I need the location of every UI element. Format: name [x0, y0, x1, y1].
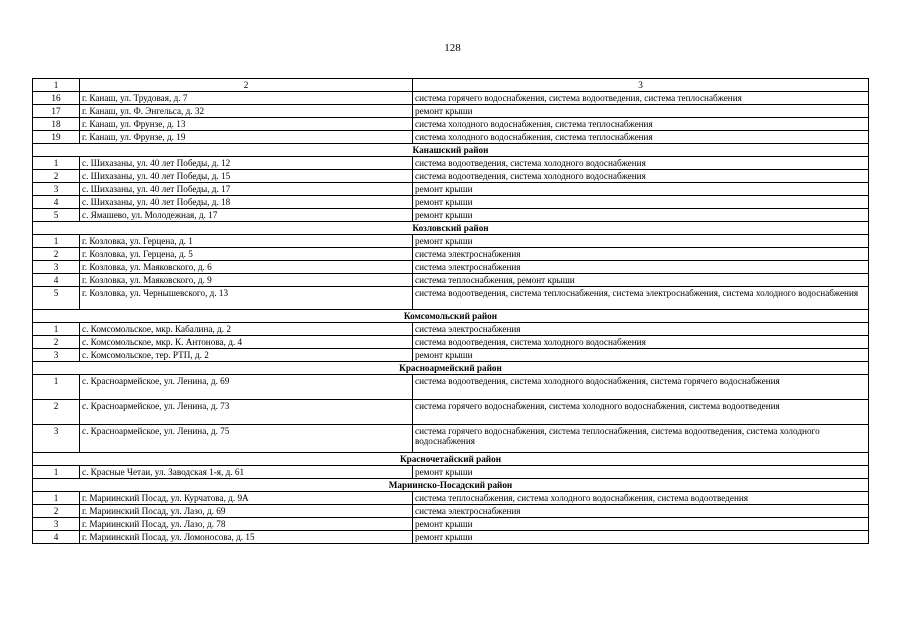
row-number: 3	[33, 518, 80, 531]
row-address: г. Мариинский Посад, ул. Лазо, д. 69	[80, 505, 413, 518]
row-number: 2	[33, 505, 80, 518]
row-works: система водоотведения, система холодного водоснабжения	[413, 336, 869, 349]
row-address: с. Комсомольское, тер. РТП, д. 2	[80, 349, 413, 362]
region-row	[33, 310, 869, 323]
row-works: система теплоснабжения, система холодного водоснабжения, система водоотведения	[413, 492, 869, 505]
table-body	[33, 92, 869, 544]
row-address: г. Козловка, ул. Герцена, д. 1	[80, 235, 413, 248]
table-row	[33, 170, 869, 183]
table-row	[33, 131, 869, 144]
row-address: г. Канаш, ул. Фрунзе, д. 13	[80, 118, 413, 131]
row-address: с. Комсомольское, мкр. Кабалина, д. 2	[80, 323, 413, 336]
row-number: 4	[33, 274, 80, 287]
region-heading: Канашский район	[33, 144, 869, 157]
row-works: ремонт крыши	[413, 518, 869, 531]
row-number: 2	[33, 400, 80, 425]
row-address: г. Козловка, ул. Маяковского, д. 9	[80, 274, 413, 287]
row-address: с. Шихазаны, ул. 40 лет Победы, д. 15	[80, 170, 413, 183]
table-row	[33, 287, 869, 310]
row-works: система электроснабжения	[413, 261, 869, 274]
row-works: система водоотведения, система холодного водоснабжения	[413, 170, 869, 183]
row-works: ремонт крыши	[413, 349, 869, 362]
region-row	[33, 222, 869, 235]
row-address: с. Красные Четаи, ул. Заводская 1-я, д. 61	[80, 466, 413, 479]
table-row	[33, 235, 869, 248]
row-number: 18	[33, 118, 80, 131]
row-address: с. Шихазаны, ул. 40 лет Победы, д. 18	[80, 196, 413, 209]
row-works: система водоотведения, система теплоснабжения, система электроснабжения, система холодного водоснабжения	[413, 287, 869, 310]
table-row	[33, 492, 869, 505]
row-address: с. Красноармейское, ул. Ленина, д. 75	[80, 425, 413, 453]
row-address: г. Канаш, ул. Трудовая, д. 7	[80, 92, 413, 105]
column-number-row	[33, 79, 869, 92]
row-address: с. Шихазаны, ул. 40 лет Победы, д. 17	[80, 183, 413, 196]
row-works: система водоотведения, система холодного водоснабжения, система горячего водоснабжения	[413, 375, 869, 400]
row-address: с. Красноармейское, ул. Ленина, д. 69	[80, 375, 413, 400]
row-works: система горячего водоснабжения, система теплоснабжения, система водоотведения, система холодного водоснабжения	[413, 425, 869, 453]
row-address: г. Мариинский Посад, ул. Курчатова, д. 9А	[80, 492, 413, 505]
column-number-1: 1	[33, 79, 80, 92]
row-number: 2	[33, 170, 80, 183]
region-row	[33, 144, 869, 157]
row-number: 5	[33, 287, 80, 310]
row-works: ремонт крыши	[413, 235, 869, 248]
row-number: 1	[33, 235, 80, 248]
row-works: система электроснабжения	[413, 323, 869, 336]
row-address: с. Красноармейское, ул. Ленина, д. 73	[80, 400, 413, 425]
table-row	[33, 466, 869, 479]
table-row	[33, 518, 869, 531]
row-address: г. Козловка, ул. Герцена, д. 5	[80, 248, 413, 261]
row-number: 1	[33, 492, 80, 505]
works-table	[32, 78, 869, 544]
row-works: ремонт крыши	[413, 196, 869, 209]
page-number: 128	[444, 42, 461, 54]
row-number: 3	[33, 183, 80, 196]
region-heading: Комсомольский район	[33, 310, 869, 323]
table-row	[33, 118, 869, 131]
row-number: 1	[33, 375, 80, 400]
table-row	[33, 505, 869, 518]
column-number-2: 2	[80, 79, 413, 92]
row-address: г. Канаш, ул. Ф. Энгельса, д. 32	[80, 105, 413, 118]
row-works: система электроснабжения	[413, 248, 869, 261]
region-heading: Красночетайский район	[33, 453, 869, 466]
row-works: система электроснабжения	[413, 505, 869, 518]
row-number: 3	[33, 425, 80, 453]
row-address: с. Шихазаны, ул. 40 лет Победы, д. 12	[80, 157, 413, 170]
row-number: 4	[33, 531, 80, 544]
table-row	[33, 183, 869, 196]
table-row	[33, 248, 869, 261]
region-row	[33, 479, 869, 492]
row-works: система холодного водоснабжения, система теплоснабжения	[413, 131, 869, 144]
table-row	[33, 105, 869, 118]
table-row	[33, 157, 869, 170]
region-row	[33, 362, 869, 375]
table-row	[33, 375, 869, 400]
row-number: 2	[33, 248, 80, 261]
row-works: ремонт крыши	[413, 466, 869, 479]
table-row	[33, 274, 869, 287]
row-works: ремонт крыши	[413, 105, 869, 118]
row-works: система горячего водоснабжения, система холодного водоснабжения, система водоотведения	[413, 400, 869, 425]
region-heading: Красноармейский район	[33, 362, 869, 375]
row-address: с. Ямашево, ул. Молодежная, д. 17	[80, 209, 413, 222]
column-number-3: 3	[413, 79, 869, 92]
row-address: с. Комсомольское, мкр. К. Антонова, д. 4	[80, 336, 413, 349]
row-works: ремонт крыши	[413, 209, 869, 222]
row-number: 3	[33, 349, 80, 362]
row-works: система теплоснабжения, ремонт крыши	[413, 274, 869, 287]
table-row	[33, 261, 869, 274]
row-works: система горячего водоснабжения, система водоотведения, система теплоснабжения	[413, 92, 869, 105]
row-number: 1	[33, 323, 80, 336]
region-heading: Мариинско-Посадский район	[33, 479, 869, 492]
row-number: 16	[33, 92, 80, 105]
row-address: г. Козловка, ул. Маяковского, д. 6	[80, 261, 413, 274]
row-works: система водоотведения, система холодного водоснабжения	[413, 157, 869, 170]
row-number: 5	[33, 209, 80, 222]
table-row	[33, 92, 869, 105]
row-number: 17	[33, 105, 80, 118]
region-row	[33, 453, 869, 466]
row-number: 19	[33, 131, 80, 144]
row-address: г. Козловка, ул. Чернышевского, д. 13	[80, 287, 413, 310]
row-works: ремонт крыши	[413, 531, 869, 544]
table-row	[33, 400, 869, 425]
region-heading: Козловский район	[33, 222, 869, 235]
row-number: 4	[33, 196, 80, 209]
table-row	[33, 323, 869, 336]
table-row	[33, 349, 869, 362]
row-address: г. Мариинский Посад, ул. Ломоносова, д. 15	[80, 531, 413, 544]
row-number: 1	[33, 466, 80, 479]
table-row	[33, 336, 869, 349]
row-number: 3	[33, 261, 80, 274]
table-row	[33, 425, 869, 453]
row-works: ремонт крыши	[413, 183, 869, 196]
table-row	[33, 531, 869, 544]
table-row	[33, 196, 869, 209]
row-number: 2	[33, 336, 80, 349]
row-address: г. Канаш, ул. Фрунзе, д. 19	[80, 131, 413, 144]
row-address: г. Мариинский Посад, ул. Лазо, д. 78	[80, 518, 413, 531]
table-row	[33, 209, 869, 222]
row-works: система холодного водоснабжения, система теплоснабжения	[413, 118, 869, 131]
row-number: 1	[33, 157, 80, 170]
